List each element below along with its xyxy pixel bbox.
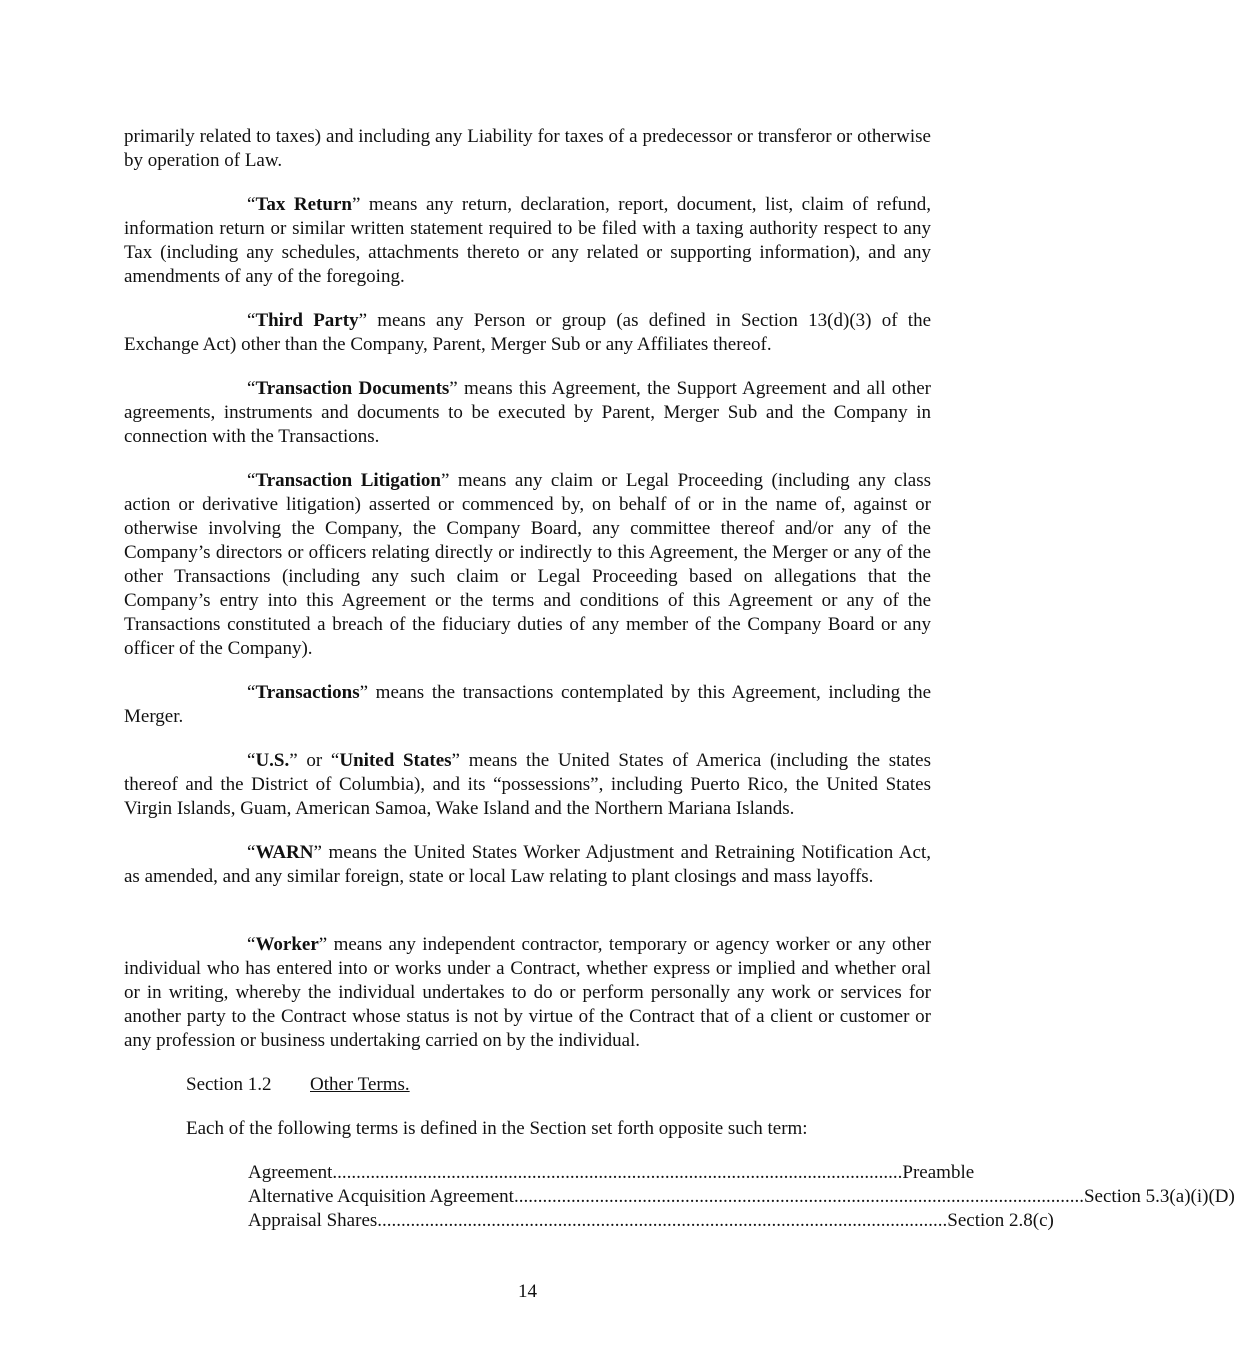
index-reference: Preamble bbox=[902, 1162, 975, 1183]
term-separator: ” or “ bbox=[289, 750, 340, 771]
defined-terms-index bbox=[248, 1161, 1235, 1233]
definition-worker: “Worker” means any independent contractor, temporary or agency worker or any other individual who has entered into or works under a Contract, whether express or implied and whether oral or in writing, whereby the individual undertakes to do or perform personally any work or services for another party to the Contract whose status is not by virtue of the Contract that of a client or customer or any profession or business undertaking carried on by the individual. bbox=[124, 934, 931, 1051]
section-heading bbox=[186, 1073, 410, 1097]
defined-term: Tax Return bbox=[255, 194, 352, 215]
section-title: Other Terms. bbox=[310, 1074, 410, 1095]
definition-text: means the transactions contemplated by this Agreement, including the Merger. bbox=[124, 682, 931, 727]
definition-transaction-litigation: “Transaction Litigation” means any claim or Legal Proceeding (including any class action or derivative litigation) asserted or commenced by, on behalf of or in the name of, against or otherwise involving the Company, the Company Board, any committee thereof and/or any of the Company’s directors or officers relating directly or indirectly to this Agreement, the Merger or any of the other Transactions (including any such claim or Legal Proceeding based on allegations that the Company’s entry into this Agreement or the terms and conditions of this Agreement or any of the Transactions constituted a breach of the fiduciary duties of any member of the Company Board or any officer of the Company). bbox=[124, 470, 931, 659]
index-leader: ........................................................................................................................ bbox=[513, 1186, 1084, 1207]
definition-warn: “WARN” means the United States Worker Adjustment and Retraining Notification Act, as amended, and any similar foreign, state or local Law relating to plant closings and mass layoffs. bbox=[124, 842, 931, 887]
defined-term: Worker bbox=[255, 934, 319, 955]
definition-text: means the United States of America (including the states thereof and the District of Columbia), and its “possessions”, including Puerto Rico, the United States Virgin Islands, Guam, American Samoa, Wake Island and the Northern Mariana Islands. bbox=[124, 750, 931, 819]
defined-term: U.S. bbox=[255, 750, 290, 771]
defined-term: WARN bbox=[255, 842, 314, 863]
section-intro: Each of the following terms is defined in the Section set forth opposite such term: bbox=[186, 1118, 808, 1139]
defined-term: Third Party bbox=[255, 310, 359, 331]
index-reference: Section 2.8(c) bbox=[947, 1210, 1054, 1231]
index-leader: ........................................................................................................................ bbox=[377, 1210, 948, 1231]
definition-text: means any Person or group (as defined in Section 13(d)(3) of the Exchange Act) other than the Company, Parent, Merger Sub or any Affiliates thereof. bbox=[124, 310, 932, 355]
index-row bbox=[248, 1161, 975, 1185]
definition-tax-return: “Tax Return” means any return, declaration, report, document, list, claim of refund, information return or similar written statement required to be filed with a taxing authority respect to any Tax (including any schedules, attachments thereto or any related or supporting information), and any amendments of any of the foregoing. bbox=[124, 194, 932, 287]
section-number: Section 1.2 bbox=[186, 1074, 272, 1095]
definition-text: means the United States Worker Adjustment and Retraining Notification Act, as amended, and any similar foreign, state or local Law relating to plant closings and mass layoffs. bbox=[124, 842, 931, 887]
continuation-paragraph: primarily related to taxes) and including any Liability for taxes of a predecessor or transferor or otherwise by operation of Law. bbox=[124, 126, 931, 171]
page-number: 14 bbox=[518, 1281, 537, 1302]
index-row bbox=[248, 1209, 1054, 1233]
definition-text: means any independent contractor, temporary or agency worker or any other individual who has entered into or works under a Contract, whether express or implied and whether oral or in writing, whereby the individual undertakes to do or perform personally any work or services for another party to the Contract whose status is not by virtue of the Contract that of a client or customer or any profession or business undertaking carried on by the individual. bbox=[124, 934, 931, 1051]
defined-term: Transaction Litigation bbox=[255, 470, 441, 491]
index-leader: ........................................................................................................................ bbox=[332, 1162, 903, 1183]
index-term: Agreement bbox=[248, 1162, 333, 1183]
defined-term-alt: United States bbox=[339, 750, 452, 771]
defined-term: Transactions bbox=[255, 682, 360, 703]
definition-united-states: “U.S.” or “United States” means the United States of America (including the states thereof and the District of Columbia), and its “possessions”, including Puerto Rico, the United States Virgin Islands, Guam, American Samoa, Wake Island and the Northern Mariana Islands. bbox=[124, 750, 931, 819]
definition-third-party: “Third Party” means any Person or group (as defined in Section 13(d)(3) of the Exchange Act) other than the Company, Parent, Merger Sub or any Affiliates thereof. bbox=[124, 310, 932, 355]
defined-term: Transaction Documents bbox=[255, 378, 450, 399]
index-reference: Section 5.3(a)(i)(D) bbox=[1083, 1186, 1235, 1207]
index-term: Alternative Acquisition Agreement bbox=[248, 1186, 514, 1207]
definition-transactions: “Transactions” means the transactions contemplated by this Agreement, including the Merger. bbox=[124, 682, 931, 727]
definition-text: means any return, declaration, report, document, list, claim of refund, information return or similar written statement required to be filed with a taxing authority respect to any Tax (including any schedules, attachments thereto or any related or supporting information), and any amendments of any of the foregoing. bbox=[124, 194, 932, 287]
definition-transaction-documents: “Transaction Documents” means this Agreement, the Support Agreement and all other agreements, instruments and documents to be executed by Parent, Merger Sub and the Company in connection with the Transactions. bbox=[124, 378, 931, 447]
definition-text: means any claim or Legal Proceeding (including any class action or derivative litigation) asserted or commenced by, on behalf of or in the name of, against or otherwise involving the Company, the Company Board, any committee thereof and/or any of the Company’s directors or officers relating directly or indirectly to this Agreement, the Merger or any of the other Transactions (including any such claim or Legal Proceeding based on allegations that the Company’s entry into this Agreement or the terms and conditions of this Agreement or any of the Transactions constituted a breach of the fiduciary duties of any member of the Company Board or any officer of the Company). bbox=[124, 470, 931, 659]
definition-text: means this Agreement, the Support Agreement and all other agreements, instruments and documents to be executed by Parent, Merger Sub and the Company in connection with the Transactions. bbox=[124, 378, 931, 447]
index-row bbox=[248, 1185, 1235, 1209]
index-term: Appraisal Shares bbox=[248, 1210, 378, 1231]
